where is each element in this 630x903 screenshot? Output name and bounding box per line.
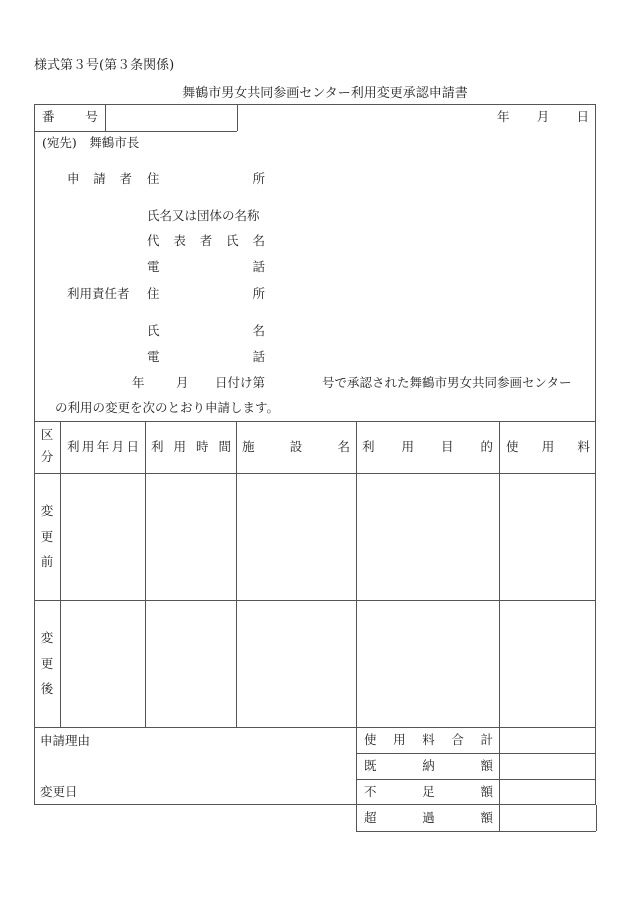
responsible-address-field[interactable] <box>272 283 590 303</box>
number-label: 番 号 <box>42 109 98 124</box>
col-header-time: 利 用 時 間 <box>151 439 231 454</box>
row-label-after: 変 更 後 <box>40 630 54 696</box>
after-purpose-cell[interactable] <box>357 601 499 727</box>
paid-amount-value[interactable] <box>500 754 595 779</box>
paid-amount-label: 既 納 額 <box>364 758 493 773</box>
col-header-purpose: 利 用 目 的 <box>362 439 493 454</box>
form-number: 様式第３号(第３条関係) <box>34 58 175 73</box>
fee-line-bottom <box>356 831 596 832</box>
representative-name-field[interactable] <box>272 230 590 250</box>
applicant-label: 申 請 者 <box>67 171 132 186</box>
applicant-phone-field[interactable] <box>272 256 590 276</box>
after-time-cell[interactable] <box>146 601 236 727</box>
section-header: 区 分 <box>40 427 54 464</box>
applicant-name-or-org-label: 氏名又は団体の名称 <box>147 208 260 223</box>
number-input[interactable] <box>106 105 236 130</box>
before-time-cell[interactable] <box>146 474 236 600</box>
number-box-right-line <box>237 104 238 131</box>
excess-amount-value[interactable] <box>500 806 595 831</box>
after-fee-cell[interactable] <box>500 601 595 727</box>
responsible-address-label: 住 所 <box>147 286 265 301</box>
before-purpose-cell[interactable] <box>357 474 499 600</box>
row-label-before: 変 更 前 <box>40 503 54 569</box>
responsible-name-field[interactable] <box>272 320 590 340</box>
shortage-amount-value[interactable] <box>500 780 595 805</box>
applicant-address-field[interactable] <box>272 168 590 188</box>
reason-label: 申請理由 <box>40 733 91 748</box>
applicant-name-or-org-field[interactable] <box>272 205 590 225</box>
after-date-cell[interactable] <box>61 601 145 727</box>
fee-right-line <box>596 805 597 831</box>
statement-line1: 号で承認された舞鶴市男女共同参画センター <box>322 375 572 390</box>
statement-line2: の利用の変更を次のとおり申請します。 <box>55 400 280 415</box>
before-date-cell[interactable] <box>61 474 145 600</box>
change-date-field[interactable] <box>90 781 355 803</box>
fee-total-label: 使 用 料 合 計 <box>364 732 493 747</box>
change-date-label: 変更日 <box>40 784 78 799</box>
number-box-bottom-line <box>34 131 237 132</box>
col-header-fee: 使 用 料 <box>506 439 590 454</box>
statement-year: 年 <box>132 375 145 390</box>
reason-field[interactable] <box>35 750 355 778</box>
col-header-date: 利 用 年 月 日 <box>67 439 139 454</box>
shortage-amount-label: 不 足 額 <box>364 784 493 799</box>
responsible-phone-field[interactable] <box>272 346 590 366</box>
statement-day-ref: 日付け第 <box>215 375 266 390</box>
statement-month: 月 <box>176 375 189 390</box>
after-facility-cell[interactable] <box>237 601 356 727</box>
responsible-label: 利用責任者 <box>67 286 130 301</box>
before-facility-cell[interactable] <box>237 474 356 600</box>
applicant-address-label: 住 所 <box>147 171 265 186</box>
page-title: 舞鶴市男女共同参画センター利用変更承認申請書 <box>182 86 468 101</box>
responsible-phone-label: 電 話 <box>147 349 265 364</box>
responsible-name-label: 氏 名 <box>147 323 265 338</box>
addressee: (宛先) 舞鶴市長 <box>42 135 140 150</box>
application-date[interactable]: 年 月 日 <box>497 109 589 124</box>
excess-amount-label: 超 過 額 <box>364 810 493 825</box>
fee-total-value[interactable] <box>500 728 595 753</box>
usage-table-top-line <box>34 421 596 422</box>
col-header-facility: 施 設 名 <box>242 439 350 454</box>
applicant-phone-label: 電 話 <box>147 259 265 274</box>
before-fee-cell[interactable] <box>500 474 595 600</box>
representative-label: 代 表 者 氏 名 <box>147 233 265 248</box>
